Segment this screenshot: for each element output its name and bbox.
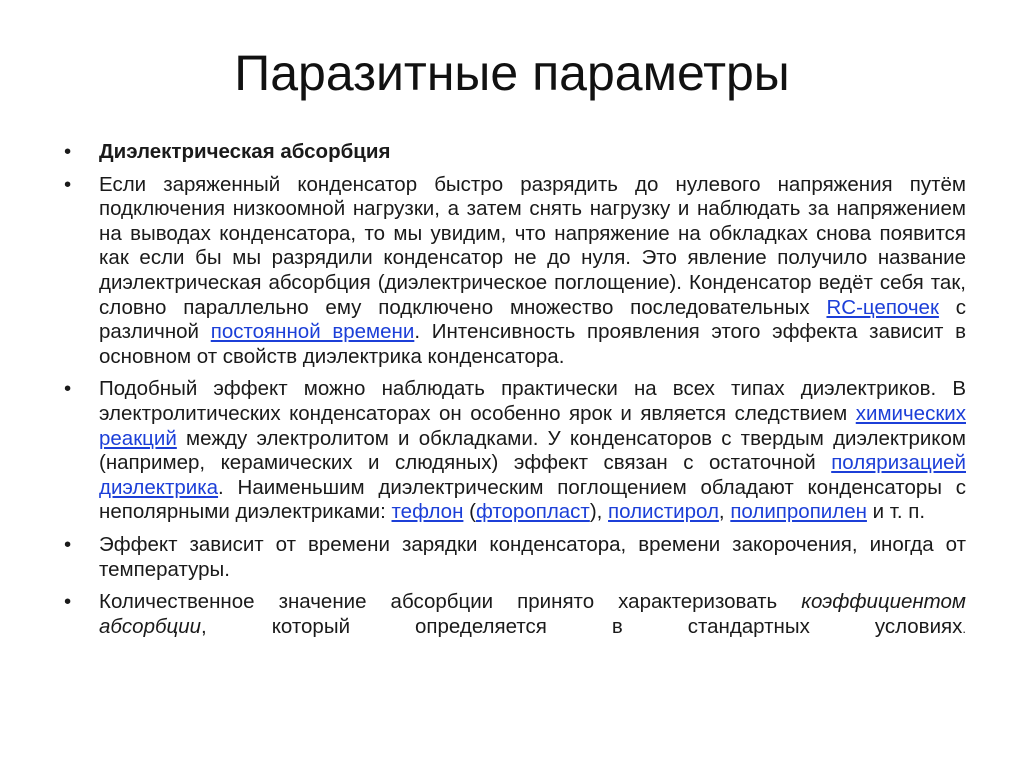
list-item: [60, 140, 966, 165]
paragraph-text: Если заряженный конденсатор быстро разрядить до нулевого напряжения путём подключения низкоомной нагрузки, а затем снять нагрузку и наблюдать за напряжением на выводах конденсатора, то мы увидим, что напряжение на обкладках снова появится как если бы мы разрядили конденсатор не до нуля. Это явление получило название диэлектрическая абсорбция (диэлектрическое поглощение). Конденсатор ведёт себя так, словно параллельно ему подключено множество последовательных: [99, 172, 966, 319]
italic-term: коэффициентом абсорбции: [99, 590, 966, 638]
bullet-list: [60, 140, 966, 649]
paragraph-text: ),: [589, 500, 609, 524]
list-item: [60, 533, 966, 582]
bullet-icon: •: [64, 377, 72, 401]
bullet-icon: •: [64, 172, 72, 196]
list-item: [60, 590, 966, 641]
paragraph-text: с различной: [99, 295, 966, 344]
slide-title: Паразитные параметры: [234, 45, 790, 101]
bullet-icon: •: [64, 140, 72, 163]
link-rc-chains[interactable]: RC-цепочек: [826, 295, 939, 319]
link-polypropylene[interactable]: полипропилен: [730, 500, 867, 524]
paragraph-text: и т. п.: [866, 500, 926, 524]
link-time-constant[interactable]: постоянной времени: [210, 320, 415, 344]
bullet-icon: •: [64, 532, 72, 556]
link-ftoroplast[interactable]: фторопласт: [475, 500, 590, 524]
paragraph-text: Количественное значение абсорбции принято характеризовать: [99, 590, 802, 614]
list-item: [60, 377, 966, 525]
link-teflon[interactable]: тефлон: [391, 500, 464, 524]
paragraph-text: . Наименьшим диэлектрическим поглощением обладают конденсаторы с неполярными диэлектриками:: [99, 475, 966, 524]
list-item: [60, 173, 966, 370]
section-heading: Диэлектрическая абсорбция: [99, 140, 391, 163]
end-period: .: [962, 620, 966, 636]
link-chemical-reactions[interactable]: химических реакций: [99, 401, 966, 450]
paragraph-text: . Интенсивность проявления этого эффекта зависит в основном от свойств диэлектрика конденсатора.: [99, 320, 967, 368]
paragraph-text: ,: [718, 500, 731, 524]
bullet-icon: •: [64, 590, 72, 614]
paragraph-text: , который определяется в стандартных условиях: [201, 614, 963, 638]
paragraph-text: (: [463, 500, 476, 524]
paragraph-text: Эффект зависит от времени зарядки конденсатора, времени закорочения, иногда от температуры.: [99, 532, 966, 581]
link-dielectric-polarization[interactable]: поляризацией диэлектрика: [99, 451, 966, 499]
paragraph-text: Подобный эффект можно наблюдать практически на всех типах диэлектриков. В электролитических конденсаторах он особенно ярок и является следствием: [99, 377, 966, 425]
paragraph-text: между электролитом и обкладками. У конденсаторов с твердым диэлектриком (например, керамических и слюдяных) эффект связан с остаточной: [99, 426, 966, 475]
link-polystyrene[interactable]: полистирол: [608, 500, 719, 524]
